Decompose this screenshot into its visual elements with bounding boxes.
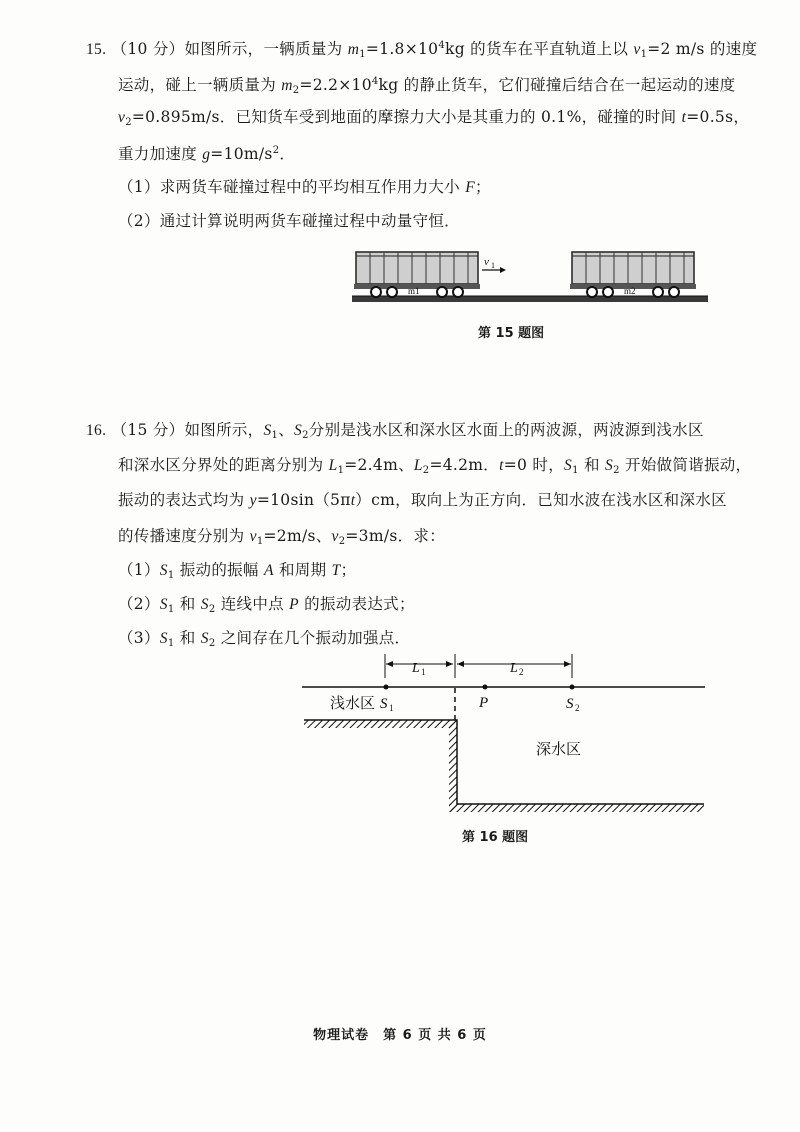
- L2-label-sub: 2: [519, 667, 524, 677]
- dimension-L1: [385, 654, 453, 678]
- q16-figure: [300, 650, 710, 820]
- q16-line-3: 振动的表达式均为 y=10sin（5πt）cm，取向上为正方向．已知水波在浅水区和深水区: [118, 491, 727, 509]
- q16-line-4: 的传播速度分别为 $v_1=2m/s$、$v_2=3m/s$．求：: [118, 527, 446, 547]
- dimension-L2: [457, 654, 572, 678]
- q15-line-2: 运动，碰上一辆质量为 $m_2=2.2\times 10^4kg$ 的静止货车，它们碰撞后结合在一起运动的速度: [118, 76, 736, 96]
- q15-line-3: $v_2=0.895m/s$．已知货车受到地面的摩擦力大小是其重力的 0.1%，碰撞的时间 t=0.5s，: [118, 108, 750, 128]
- deep-region-label: 深水区: [536, 742, 582, 758]
- q15-line-4: 重力加速度 $g=10m/s^2$．: [118, 145, 296, 163]
- point-P: [483, 685, 488, 690]
- L2-label: L: [510, 661, 518, 676]
- L1-label-sub: 1: [421, 667, 426, 677]
- q15-part-2: （2）通过计算说明两货车碰撞过程中动量守恒．: [118, 212, 460, 230]
- q16-part-1: $(1)S_1$ 振动的振幅 A 和周期 T；: [118, 561, 357, 581]
- P-label: P: [479, 695, 489, 711]
- velocity-arrow: [482, 256, 506, 273]
- q15-part-1: （1）求两货车碰撞过程中的平均相互作用力大小 F；: [118, 178, 491, 196]
- S1-label: S: [380, 696, 388, 712]
- car-label-m1: m1: [408, 286, 420, 296]
- S1-label-sub: 1: [389, 703, 394, 713]
- freight-car-left: [354, 252, 480, 297]
- q15-figure: [350, 246, 710, 310]
- seabed-profile: [304, 720, 704, 812]
- shallow-region-label: 浅水区: [330, 696, 376, 712]
- q16-line-2: 和深水区分界处的距离分别为 $L_1=2.4m$、$L_2=4.2m$．t=0 时，$S_1$ 和 $S_2$ 开始做简谐振动，: [118, 456, 752, 476]
- S2-label-sub: 2: [575, 703, 580, 713]
- velocity-label-sub: 1: [491, 261, 495, 270]
- q16-part-2: $(2)S_1$ 和 $S_2$ 连线中点 P 的振动表达式；: [118, 595, 415, 615]
- S2-label: S: [566, 696, 574, 712]
- point-S1: [384, 685, 389, 690]
- L1-label: L: [412, 661, 420, 676]
- car-label-m2: m2: [624, 286, 636, 296]
- q16-part-3: $(3)S_1$ 和 $S_2$ 之间存在几个振动加强点．: [118, 629, 411, 649]
- page-footer: 物理试卷 第 6 页 共 6 页: [313, 1028, 487, 1043]
- q16-figure-caption: 第 16 题图: [462, 830, 529, 845]
- q16-line-1: 16. （15 分）如图所示，$S_1$、$S_2$分别是浅水区和深水区水面上的两波源，两波源到浅水区: [86, 421, 704, 441]
- freight-car-right: [570, 252, 696, 297]
- q15-line-1: 15. （10 分）如图所示，一辆质量为 $m_1=1.8\times 10^4kg$ 的货车在平直轨道上以 $v_1=2$ m/s 的速度: [86, 40, 758, 60]
- point-S2: [570, 685, 575, 690]
- q15-figure-caption: 第 15 题图: [478, 326, 545, 341]
- velocity-label: v: [484, 256, 489, 268]
